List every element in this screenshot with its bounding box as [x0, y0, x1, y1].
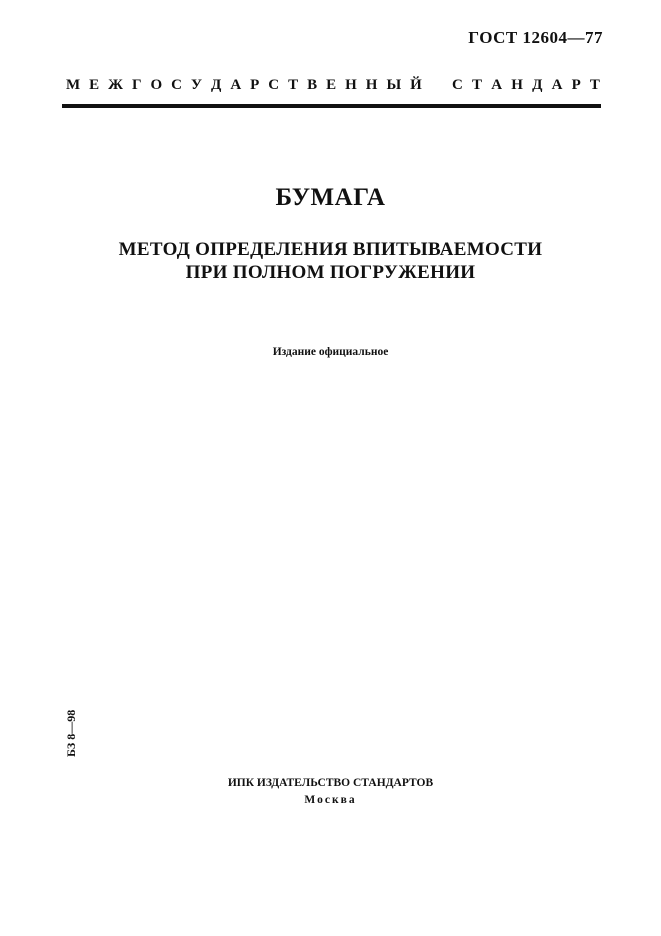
standard-type-word-2 [452, 77, 600, 94]
heading-letter: С [268, 77, 280, 93]
subtitle-line-1: МЕТОД ОПРЕДЕЛЕНИЯ ВПИТЫВАЕМОСТИ [118, 239, 543, 260]
heading-letter: Г [131, 77, 142, 93]
heading-letter: Е [326, 77, 337, 93]
heading-letter: В [307, 77, 318, 93]
publisher-city: Москва [304, 794, 357, 806]
heading-letter: Й [410, 77, 422, 93]
heading-letter: М [66, 77, 81, 93]
document-number: ГОСТ 12604—77 [468, 28, 603, 47]
heading-letter: О [150, 77, 163, 93]
heading-letter: А [491, 77, 503, 93]
heading-letter: Т [589, 77, 600, 93]
heading-letter: А [551, 77, 563, 93]
heading-letter: Р [571, 77, 581, 93]
heading-letter: Н [365, 77, 378, 93]
document-subtitle [0, 238, 661, 284]
edition-label: Издание официальное [272, 346, 389, 358]
heading-letter: С [171, 77, 183, 93]
heading-letter: С [452, 77, 463, 93]
standard-type-word-1 [66, 77, 422, 94]
heading-letter: Ы [386, 77, 402, 93]
document-title: БУМАГА [275, 184, 386, 211]
side-code: БЗ 8—98 [64, 709, 78, 757]
heading-letter: Н [345, 77, 357, 93]
heading-letter: У [191, 77, 203, 93]
heading-letter: Ж [108, 77, 123, 93]
heading-letter: Т [288, 77, 299, 93]
header-divider [62, 104, 601, 108]
standard-type-heading [66, 77, 600, 94]
heading-letter: Р [250, 77, 260, 93]
heading-letter: Е [89, 77, 100, 93]
heading-letter: Д [211, 77, 222, 93]
subtitle-line-2: ПРИ ПОЛНОМ ПОГРУЖЕНИИ [185, 262, 476, 283]
heading-letter: Д [532, 77, 543, 93]
heading-letter: Т [472, 77, 483, 93]
heading-letter: Н [511, 77, 523, 93]
publisher-name: ИПК ИЗДАТЕЛЬСТВО СТАНДАРТОВ [227, 777, 434, 789]
heading-letter: А [230, 77, 242, 93]
